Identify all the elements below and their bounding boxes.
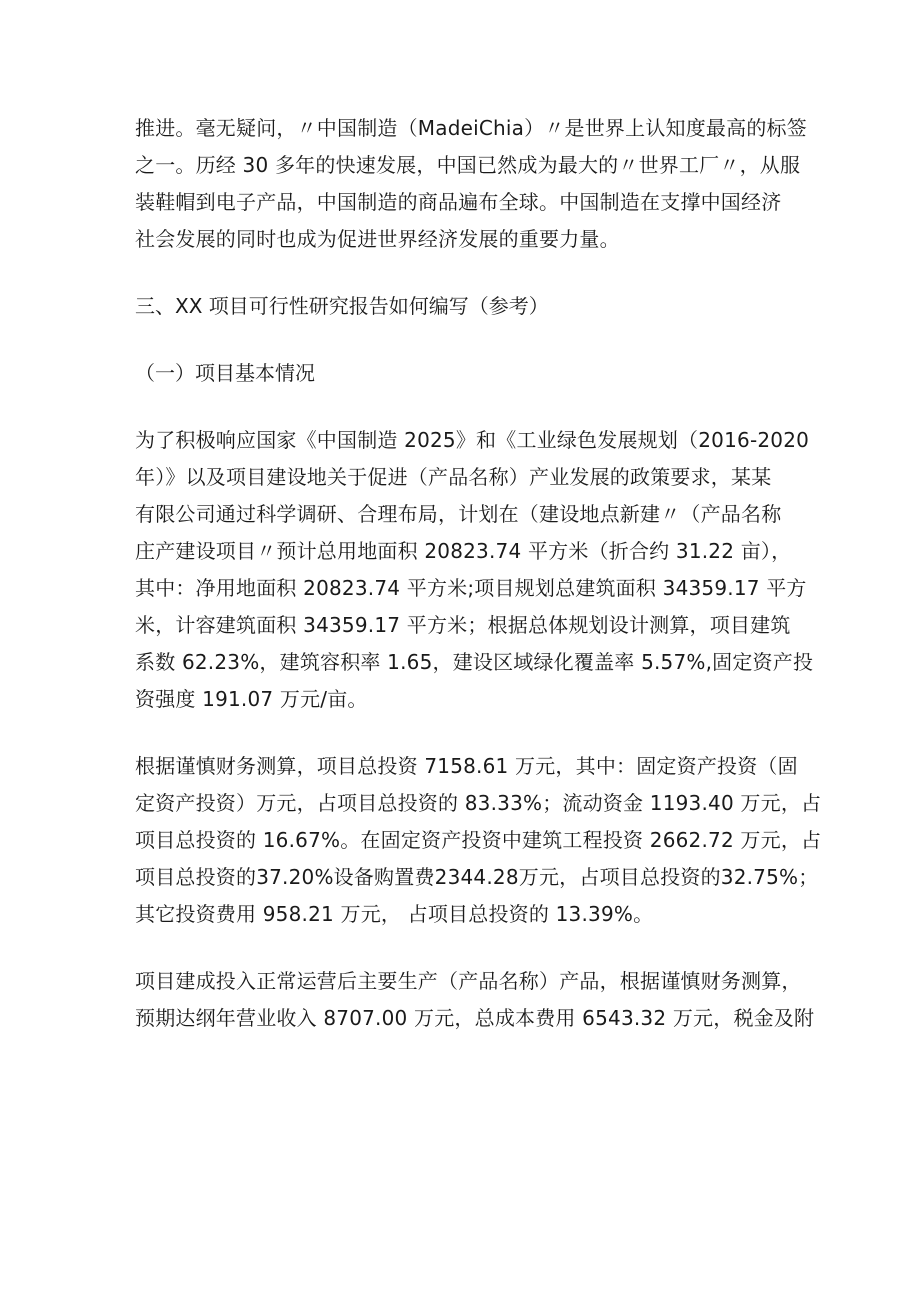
text-line: 推进。毫无疑问，〃中国制造（MadeiChia）〃是世界上认知度最高的标签 xyxy=(135,116,807,140)
text-line: 有限公司通过科学调研、合理布局，计划在（建设地点新建〃（产品名称 xyxy=(135,502,782,526)
text-line: 项目总投资的 16.67%。在固定资产投资中建筑工程投资 2662.72 万元，占 xyxy=(135,828,822,852)
intro-paragraph xyxy=(135,110,807,258)
text-line: 装鞋帽到电子产品，中国制造的商品遍布全球。中国制造在支撑中国经济 xyxy=(135,190,782,214)
text-line: 社会发展的同时也成为促进世界经济发展的重要力量。 xyxy=(135,227,620,251)
text-line: 米，计容建筑面积 34359.17 平方米；根据总体规划设计测算，项目建筑 xyxy=(135,613,791,637)
subsection-heading: （一）项目基本情况 xyxy=(135,361,315,385)
basic-info-paragraph xyxy=(135,422,814,718)
text-line: 之一。历经 30 多年的快速发展，中国已然成为最大的〃世界工厂〃，从服 xyxy=(135,153,801,177)
text-line: 项目总投资的37.20%设备购置费2344.28万元，占项目总投资的32.75%； xyxy=(135,865,819,889)
text-line: 其它投资费用 958.21 万元， 占项目总投资的 13.39%。 xyxy=(135,902,654,926)
investment-paragraph xyxy=(135,748,822,933)
section-heading: 三、XX 项目可行性研究报告如何编写（参考） xyxy=(135,294,549,318)
text-line: 预期达纲年营业收入 8707.00 万元，总成本费用 6543.32 万元，税金及附 xyxy=(135,1006,815,1030)
text-line: 根据谨慎财务测算，项目总投资 7158.61 万元，其中：固定资产投资（固 xyxy=(135,754,798,778)
text-line: 庄产建设项目〃预计总用地面积 20823.74 平方米（折合约 31.22 亩）， xyxy=(135,539,792,563)
text-line: 系数 62.23%，建筑容积率 1.65，建设区域绿化覆盖率 5.57%,固定资产投 xyxy=(135,650,814,674)
text-line: 年）》以及项目建设地关于促进（产品名称）产业发展的政策要求，某某 xyxy=(135,465,772,489)
text-line: 其中：净用地面积 20823.74 平方米;项目规划总建筑面积 34359.17 平方 xyxy=(135,576,807,600)
operations-paragraph xyxy=(135,963,815,1037)
text-line: 定资产投资）万元，占项目总投资的 83.33%；流动资金 1193.40 万元，占 xyxy=(135,791,822,815)
text-line: 为了积极响应国家《中国制造 2025》和《工业绿色发展规划（2016-2020 xyxy=(135,428,810,452)
text-line: 项目建成投入正常运营后主要生产（产品名称）产品，根据谨慎财务测算， xyxy=(135,969,802,993)
text-line: 资强度 191.07 万元/亩。 xyxy=(135,687,368,711)
document-body xyxy=(135,110,822,1037)
